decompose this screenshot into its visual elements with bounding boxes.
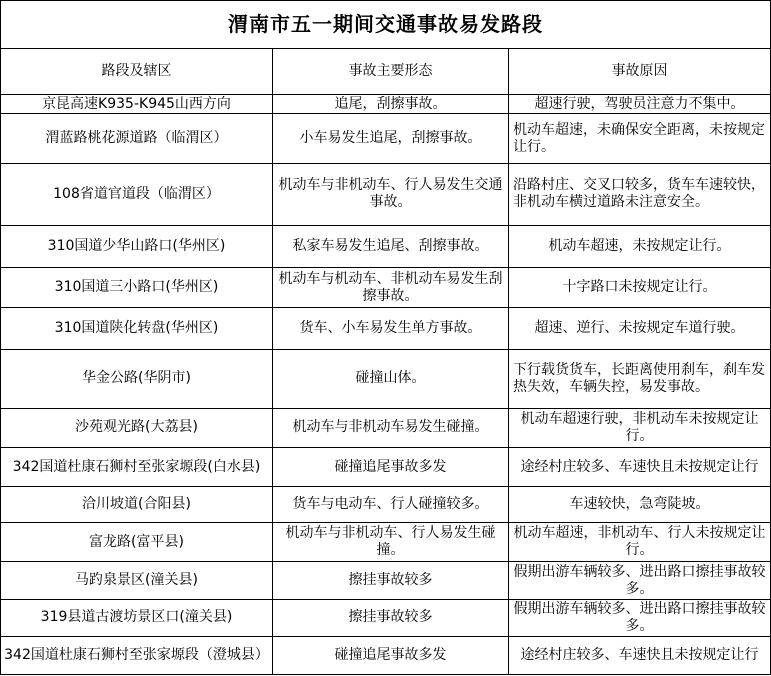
cause-cell: 假期出游车辆较多、进出路口擦挂事故较多。 — [509, 562, 771, 599]
form-cell: 机动车与机动车、非机动车易发生刮擦事故。 — [273, 268, 509, 308]
road-cell: 342国道杜康石狮村至张家塬段（澄城县） — [1, 636, 273, 674]
road-cell: 310国道三小路口(华州区) — [1, 268, 273, 308]
cause-cell: 机动车超速，未确保安全距离，未按规定让行。 — [509, 114, 771, 163]
form-cell: 擦挂事故较多 — [273, 562, 509, 599]
road-cell: 洽川坡道(合阳县) — [1, 487, 273, 523]
cause-cell: 超速行驶，驾驶员注意力不集中。 — [509, 95, 771, 114]
cause-cell: 机动车超速行驶，非机动车未按规定让行。 — [509, 408, 771, 447]
table-row — [1, 487, 771, 523]
cause-cell: 下行载货货车，长距离使用刹车，刹车发热失效，车辆失控，易发事故。 — [509, 349, 771, 408]
table-title: 渭南市五一期间交通事故易发路段 — [1, 1, 771, 49]
form-cell: 小车易发生追尾，刮擦事故。 — [273, 114, 509, 163]
form-cell: 货车、小车易发生单方事故。 — [273, 308, 509, 349]
form-cell: 碰撞山体。 — [273, 349, 509, 408]
table-row — [1, 408, 771, 447]
table-row — [1, 163, 771, 225]
road-cell: 渭蓝路桃花源道路（临渭区） — [1, 114, 273, 163]
table-row — [1, 268, 771, 308]
cause-cell: 超速、逆行、未按规定车道行驶。 — [509, 308, 771, 349]
table-row — [1, 225, 771, 267]
road-cell: 342国道杜康石狮村至张家塬段(白水县) — [1, 447, 273, 486]
table-row — [1, 349, 771, 408]
form-cell: 机动车与非机动车、行人易发生交通事故。 — [273, 163, 509, 225]
road-cell: 华金公路(华阴市) — [1, 349, 273, 408]
table-row — [1, 562, 771, 599]
cause-cell: 途经村庄较多、车速快且未按规定让行 — [509, 636, 771, 674]
road-cell: 310国道陕化转盘(华州区) — [1, 308, 273, 349]
road-cell: 富龙路(富平县) — [1, 523, 273, 562]
table-row — [1, 308, 771, 349]
road-cell: 310国道少华山路口(华州区) — [1, 225, 273, 267]
cause-cell: 机动车超速，非机动车、行人未按规定让行。 — [509, 523, 771, 562]
header-form: 事故主要形态 — [273, 49, 509, 95]
cause-cell: 十字路口未按规定让行。 — [509, 268, 771, 308]
form-cell: 碰撞追尾事故多发 — [273, 447, 509, 486]
form-cell: 碰撞追尾事故多发 — [273, 636, 509, 674]
cause-cell: 机动车超速，未按规定让行。 — [509, 225, 771, 267]
table-row — [1, 95, 771, 114]
table-row — [1, 114, 771, 163]
road-cell: 马趵泉景区(潼关县) — [1, 562, 273, 599]
form-cell: 擦挂事故较多 — [273, 599, 509, 636]
form-cell: 私家车易发生追尾、刮擦事故。 — [273, 225, 509, 267]
header-road: 路段及辖区 — [1, 49, 273, 95]
cause-cell: 途经村庄较多、车速快且未按规定让行 — [509, 447, 771, 486]
road-cell: 108省道官道段（临渭区） — [1, 163, 273, 225]
table-row — [1, 523, 771, 562]
cause-cell: 沿路村庄、交叉口较多，货车车速较快，非机动车横过道路未注意安全。 — [509, 163, 771, 225]
table-row — [1, 636, 771, 674]
header-cause: 事故原因 — [509, 49, 771, 95]
form-cell: 机动车与非机动车、行人易发生碰撞。 — [273, 523, 509, 562]
road-cell: 319县道古渡坊景区口(潼关县) — [1, 599, 273, 636]
table-row — [1, 447, 771, 486]
form-cell: 货车与电动车、行人碰撞较多。 — [273, 487, 509, 523]
cause-cell: 车速较快，急弯陡坡。 — [509, 487, 771, 523]
form-cell: 追尾，刮擦事故。 — [273, 95, 509, 114]
header-row — [1, 49, 771, 95]
road-cell: 沙苑观光路(大荔县) — [1, 408, 273, 447]
table-row — [1, 599, 771, 636]
road-cell: 京昆高速K935-K945山西方向 — [1, 95, 273, 114]
cause-cell: 假期出游车辆较多、进出路口擦挂事故较多。 — [509, 599, 771, 636]
form-cell: 机动车与非机动车易发生碰撞。 — [273, 408, 509, 447]
